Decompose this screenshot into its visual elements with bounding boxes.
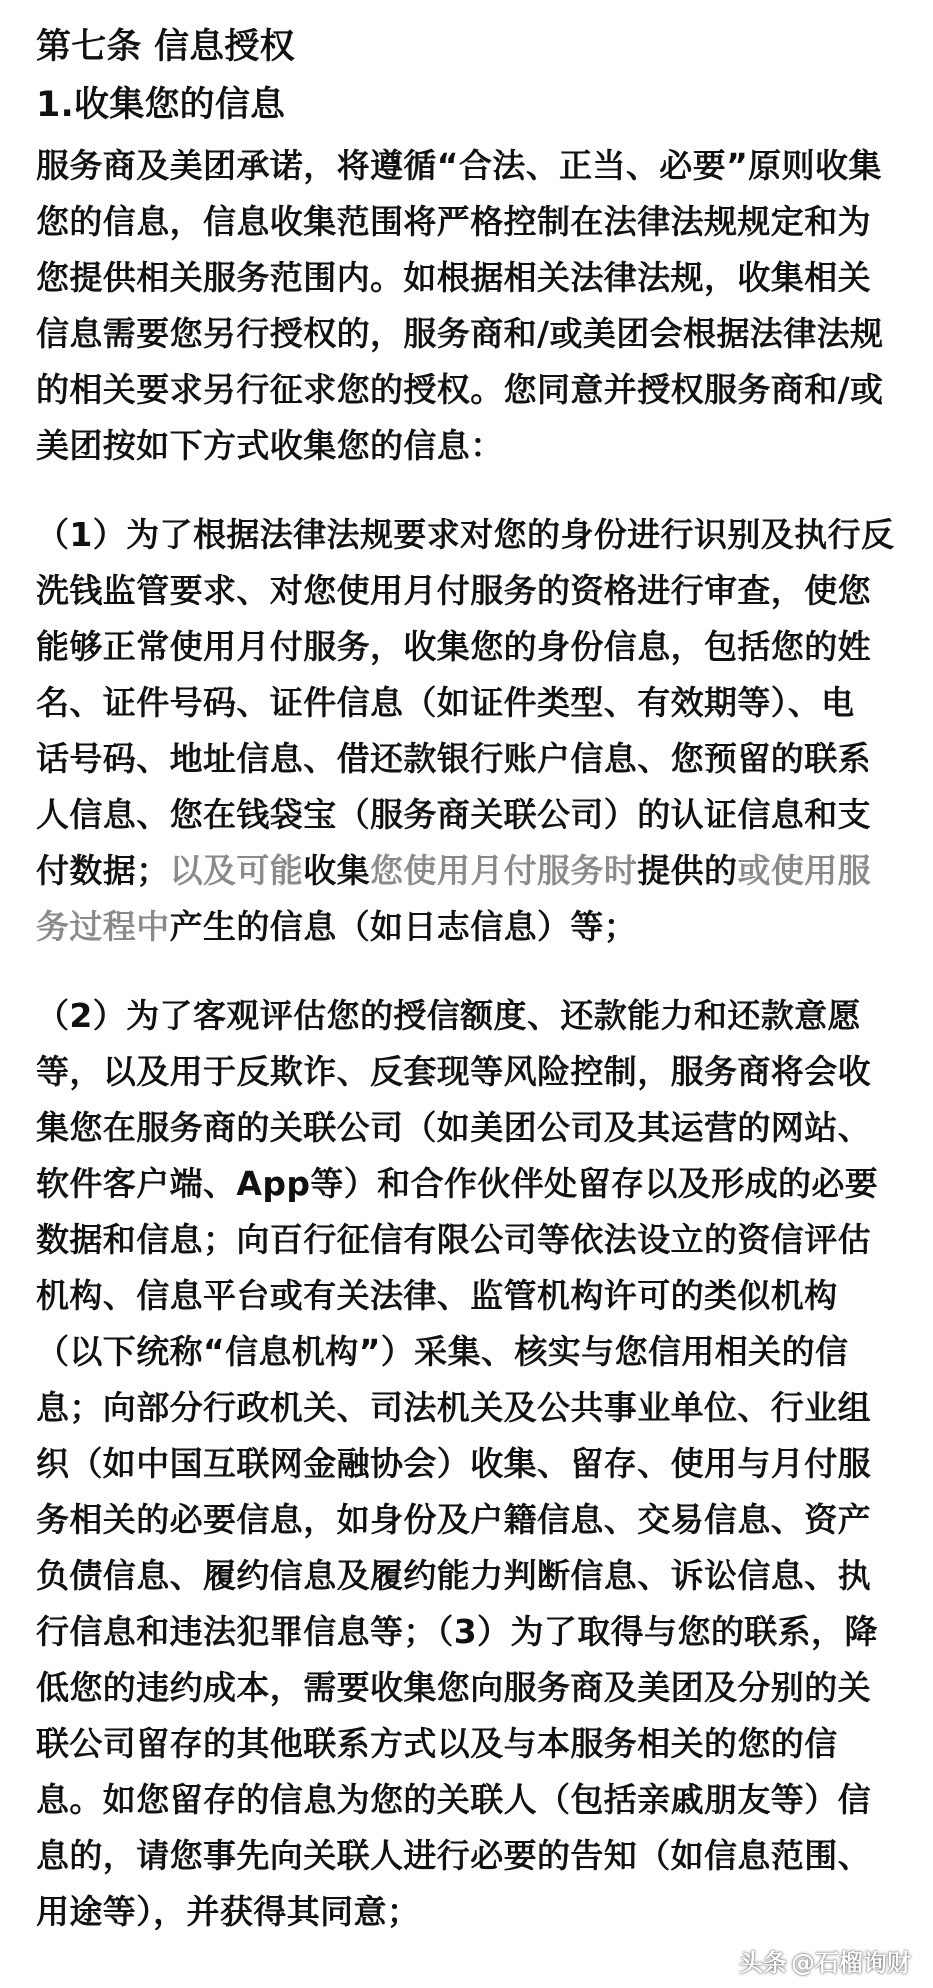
- muted-text-span: 以及可能: [169, 851, 304, 890]
- paragraph-3-line: 息；向部分行政机关、司法机关及公共事业单位、行业组: [36, 1388, 871, 1427]
- paragraph-3-line: 织（如中国互联网金融协会）收集、留存、使用与月付服: [36, 1444, 871, 1483]
- paragraph-1-line: 您的信息，信息收集范围将严格控制在法律法规规定和为: [36, 202, 871, 241]
- paragraph-2-line: 人信息、您在钱袋宝（服务商关联公司）的认证信息和支: [36, 795, 871, 834]
- text-span: 付数据；: [36, 851, 170, 890]
- text-span: 收集: [303, 851, 371, 890]
- watermark-brand: 头条: [739, 1949, 787, 1977]
- paragraph-1-line: 美团按如下方式收集您的信息：: [36, 426, 504, 465]
- muted-text-span: 务过程中: [36, 907, 170, 946]
- paragraph-3-line: 数据和信息；向百行征信有限公司等依法设立的资信评估: [36, 1220, 871, 1259]
- section-title: 第七条 信息授权: [36, 27, 295, 67]
- paragraph-3-line: （以下统称“信息机构”）采集、核实与您信用相关的信: [36, 1332, 849, 1371]
- paragraph-2-line-mixed: [36, 851, 871, 891]
- paragraph-1-line: 的相关要求另行征求您的授权。您同意并授权服务商和/或: [36, 370, 884, 409]
- paragraph-1-line: 信息需要您另行授权的，服务商和/或美团会根据法律法规: [36, 314, 884, 353]
- paragraph-1-line: 服务商及美团承诺，将遵循“合法、正当、必要”原则收集: [36, 146, 882, 185]
- paragraph-3-line: 机构、信息平台或有关法律、监管机构许可的类似机构: [36, 1276, 838, 1315]
- paragraph-3-line: 行信息和违法犯罪信息等；（3）为了取得与您的联系，降: [36, 1612, 878, 1651]
- paragraph-3-line: 负债信息、履约信息及履约能力判断信息、诉讼信息、执: [36, 1556, 871, 1595]
- paragraph-3-line: 用途等），并获得其同意；: [36, 1892, 421, 1931]
- watermark: [739, 1943, 911, 1978]
- paragraph-3-line: 息的，请您事先向关联人进行必要的告知（如信息范围、: [36, 1836, 871, 1875]
- paragraph-1-line: 您提供相关服务范围内。如根据相关法律法规，收集相关: [36, 258, 871, 297]
- paragraph-3-line: 务相关的必要信息，如身份及户籍信息、交易信息、资产: [36, 1500, 871, 1539]
- paragraph-3-line: 软件客户端、App等）和合作伙伴处留存以及形成的必要: [36, 1164, 879, 1203]
- paragraph-3-line: （2）为了客观评估您的授信额度、还款能力和还款意愿: [36, 996, 861, 1035]
- paragraph-3-line: 等，以及用于反欺诈、反套现等风险控制，服务商将会收: [36, 1052, 871, 1091]
- paragraph-2-line: 能够正常使用月付服务，收集您的身份信息，包括您的姓: [36, 627, 871, 666]
- paragraph-2-line: （1）为了根据法律法规要求对您的身份进行识别及执行反: [36, 515, 895, 554]
- muted-text-span: 或使用服: [737, 851, 872, 890]
- paragraph-3-line: 低您的违约成本，需要收集您向服务商及美团及分别的关: [36, 1668, 871, 1707]
- paragraph-2-line: 名、证件号码、证件信息（如证件类型、有效期等）、电: [36, 683, 855, 722]
- paragraph-3-line: 集您在服务商的关联公司（如美团公司及其运营的网站、: [36, 1108, 871, 1147]
- paragraph-3-line: 息。如您留存的信息为您的关联人（包括亲戚朋友等）信: [36, 1780, 871, 1819]
- watermark-account: @石榴询财: [791, 1949, 911, 1977]
- paragraph-2-line: 话号码、地址信息、借还款银行账户信息、您预留的联系: [36, 739, 871, 778]
- text-span: 产生的信息（如日志信息）等；: [169, 907, 638, 946]
- paragraph-2-line: 洗钱监管要求、对您使用月付服务的资格进行审查，使您: [36, 571, 871, 610]
- sub-title: 1.收集您的信息: [36, 85, 286, 125]
- text-span: 提供的: [637, 851, 738, 890]
- paragraph-2-line-mixed: [36, 907, 637, 947]
- muted-text-span: 您使用月付服务时: [370, 851, 638, 890]
- paragraph-3-line: 联公司留存的其他联系方式以及与本服务相关的您的信: [36, 1724, 838, 1763]
